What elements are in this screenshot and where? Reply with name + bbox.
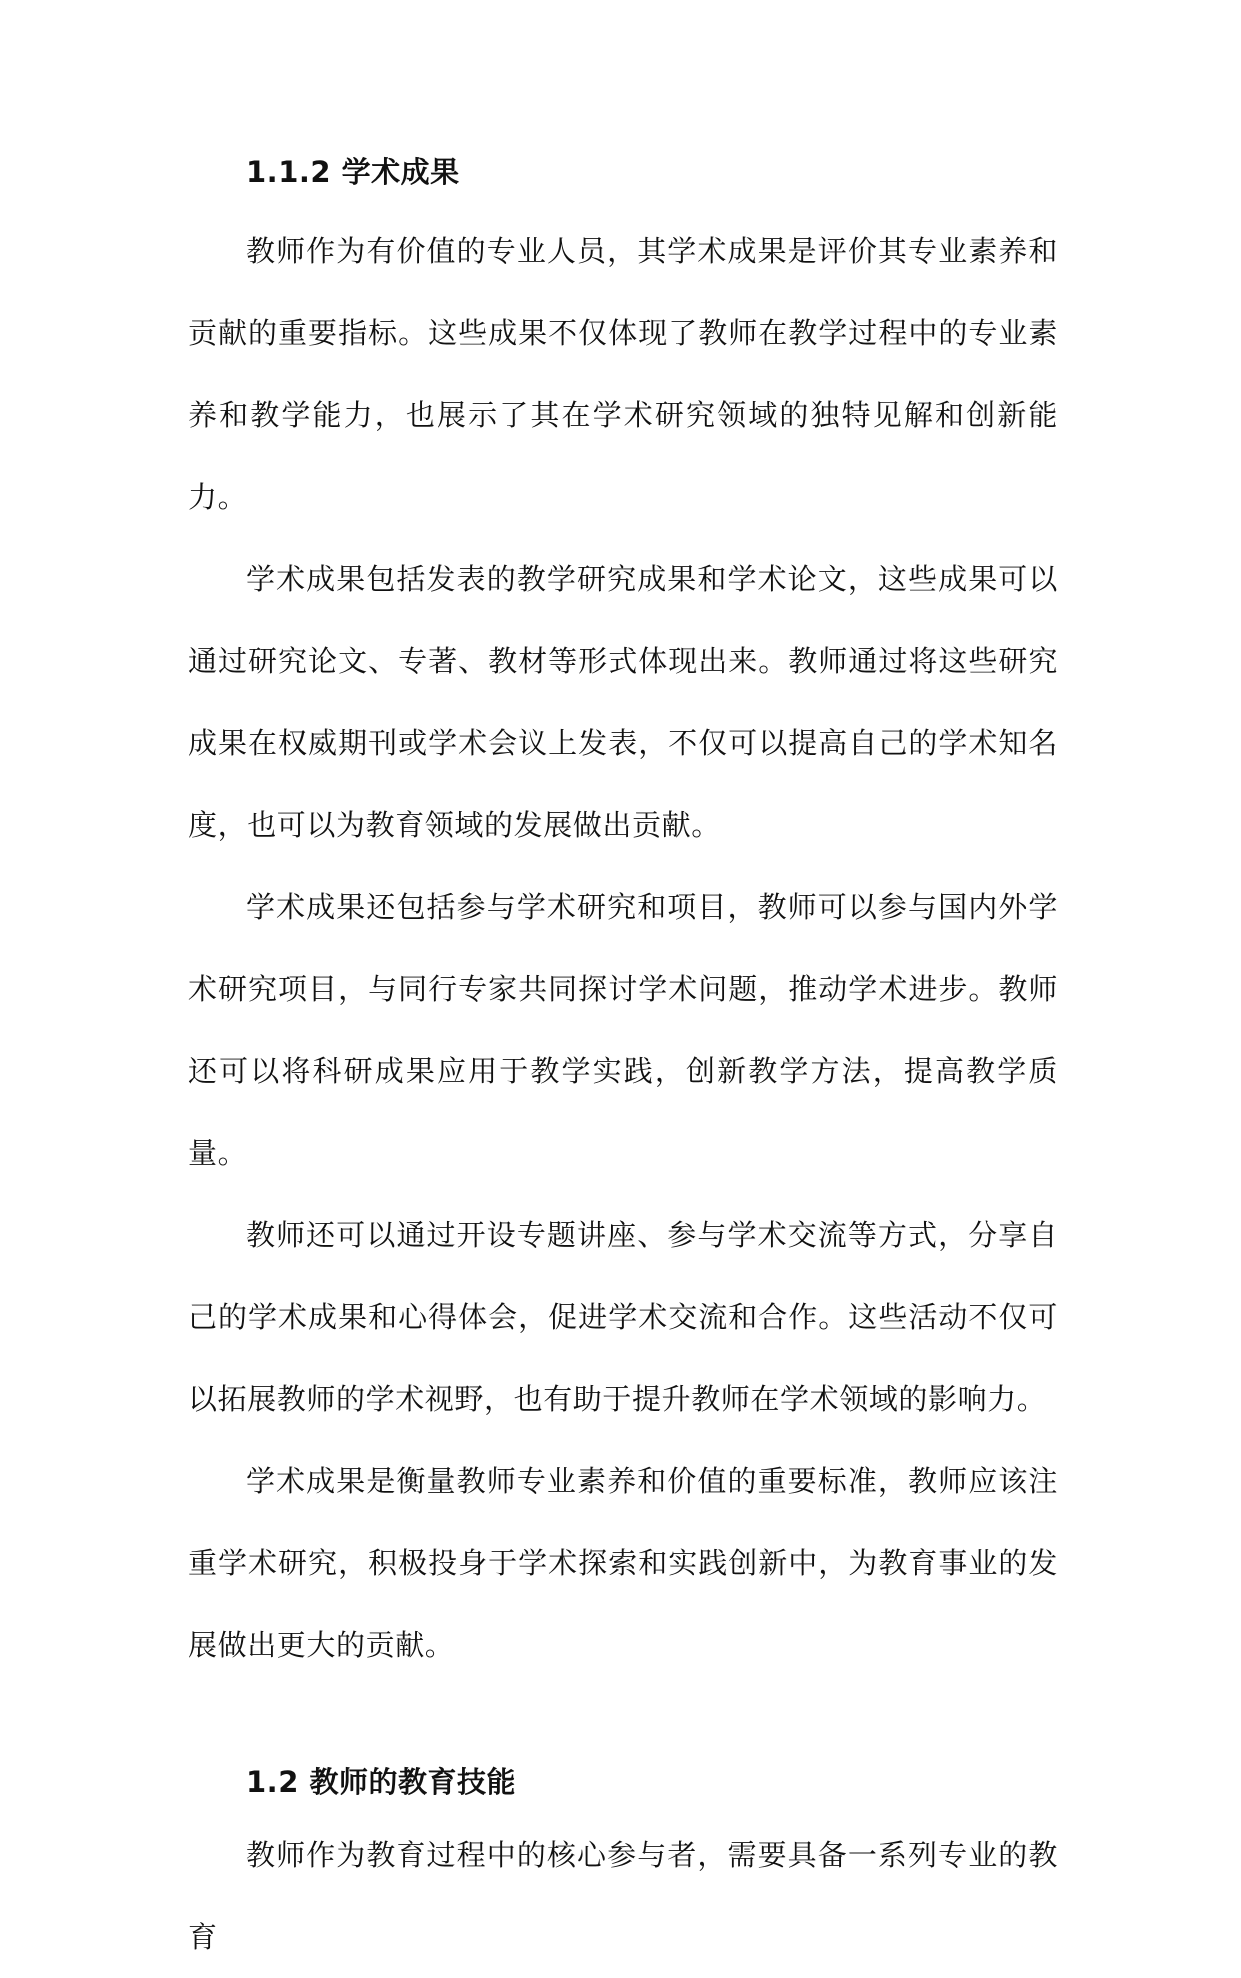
paragraph-3: 学术成果还包括参与学术研究和项目，教师可以参与国内外学术研究项目，与同行专家共同探讨学术问题，推动学术进步。教师还可以将科研成果应用于教学实践，创新教学方法，提高教学质量。 [188,890,1058,1170]
section-heading-1-2: 1.2 教师的教育技能 [246,1765,516,1799]
paragraph-4: 教师还可以通过开设专题讲座、参与学术交流等方式，分享自己的学术成果和心得体会，促进学术交流和合作。这些活动不仅可以拓展教师的学术视野，也有助于提升教师在学术领域的影响力。 [188,1218,1058,1416]
paragraph-2: 学术成果包括发表的教学研究成果和学术论文，这些成果可以通过研究论文、专著、教材等形式体现出来。教师通过将这些研究成果在权威期刊或学术会议上发表，不仅可以提高自己的学术知名度，也可以为教育领域的发展做出贡献。 [188,562,1058,842]
page-content [188,140,1058,1978]
section-heading-1-1-2: 1.1.2 学术成果 [246,155,460,189]
paragraph-5: 学术成果是衡量教师专业素养和价值的重要标准，教师应该注重学术研究，积极投身于学术探索和实践创新中，为教育事业的发展做出更大的贡献。 [188,1464,1058,1662]
paragraph-6: 教师作为教育过程中的核心参与者，需要具备一系列专业的教育 [188,1838,1058,1954]
section-spacer [188,1686,1058,1750]
paragraph-1: 教师作为有价值的专业人员，其学术成果是评价其专业素养和贡献的重要指标。这些成果不仅体现了教师在教学过程中的专业素养和教学能力，也展示了其在学术研究领域的独特见解和创新能力。 [188,234,1058,514]
